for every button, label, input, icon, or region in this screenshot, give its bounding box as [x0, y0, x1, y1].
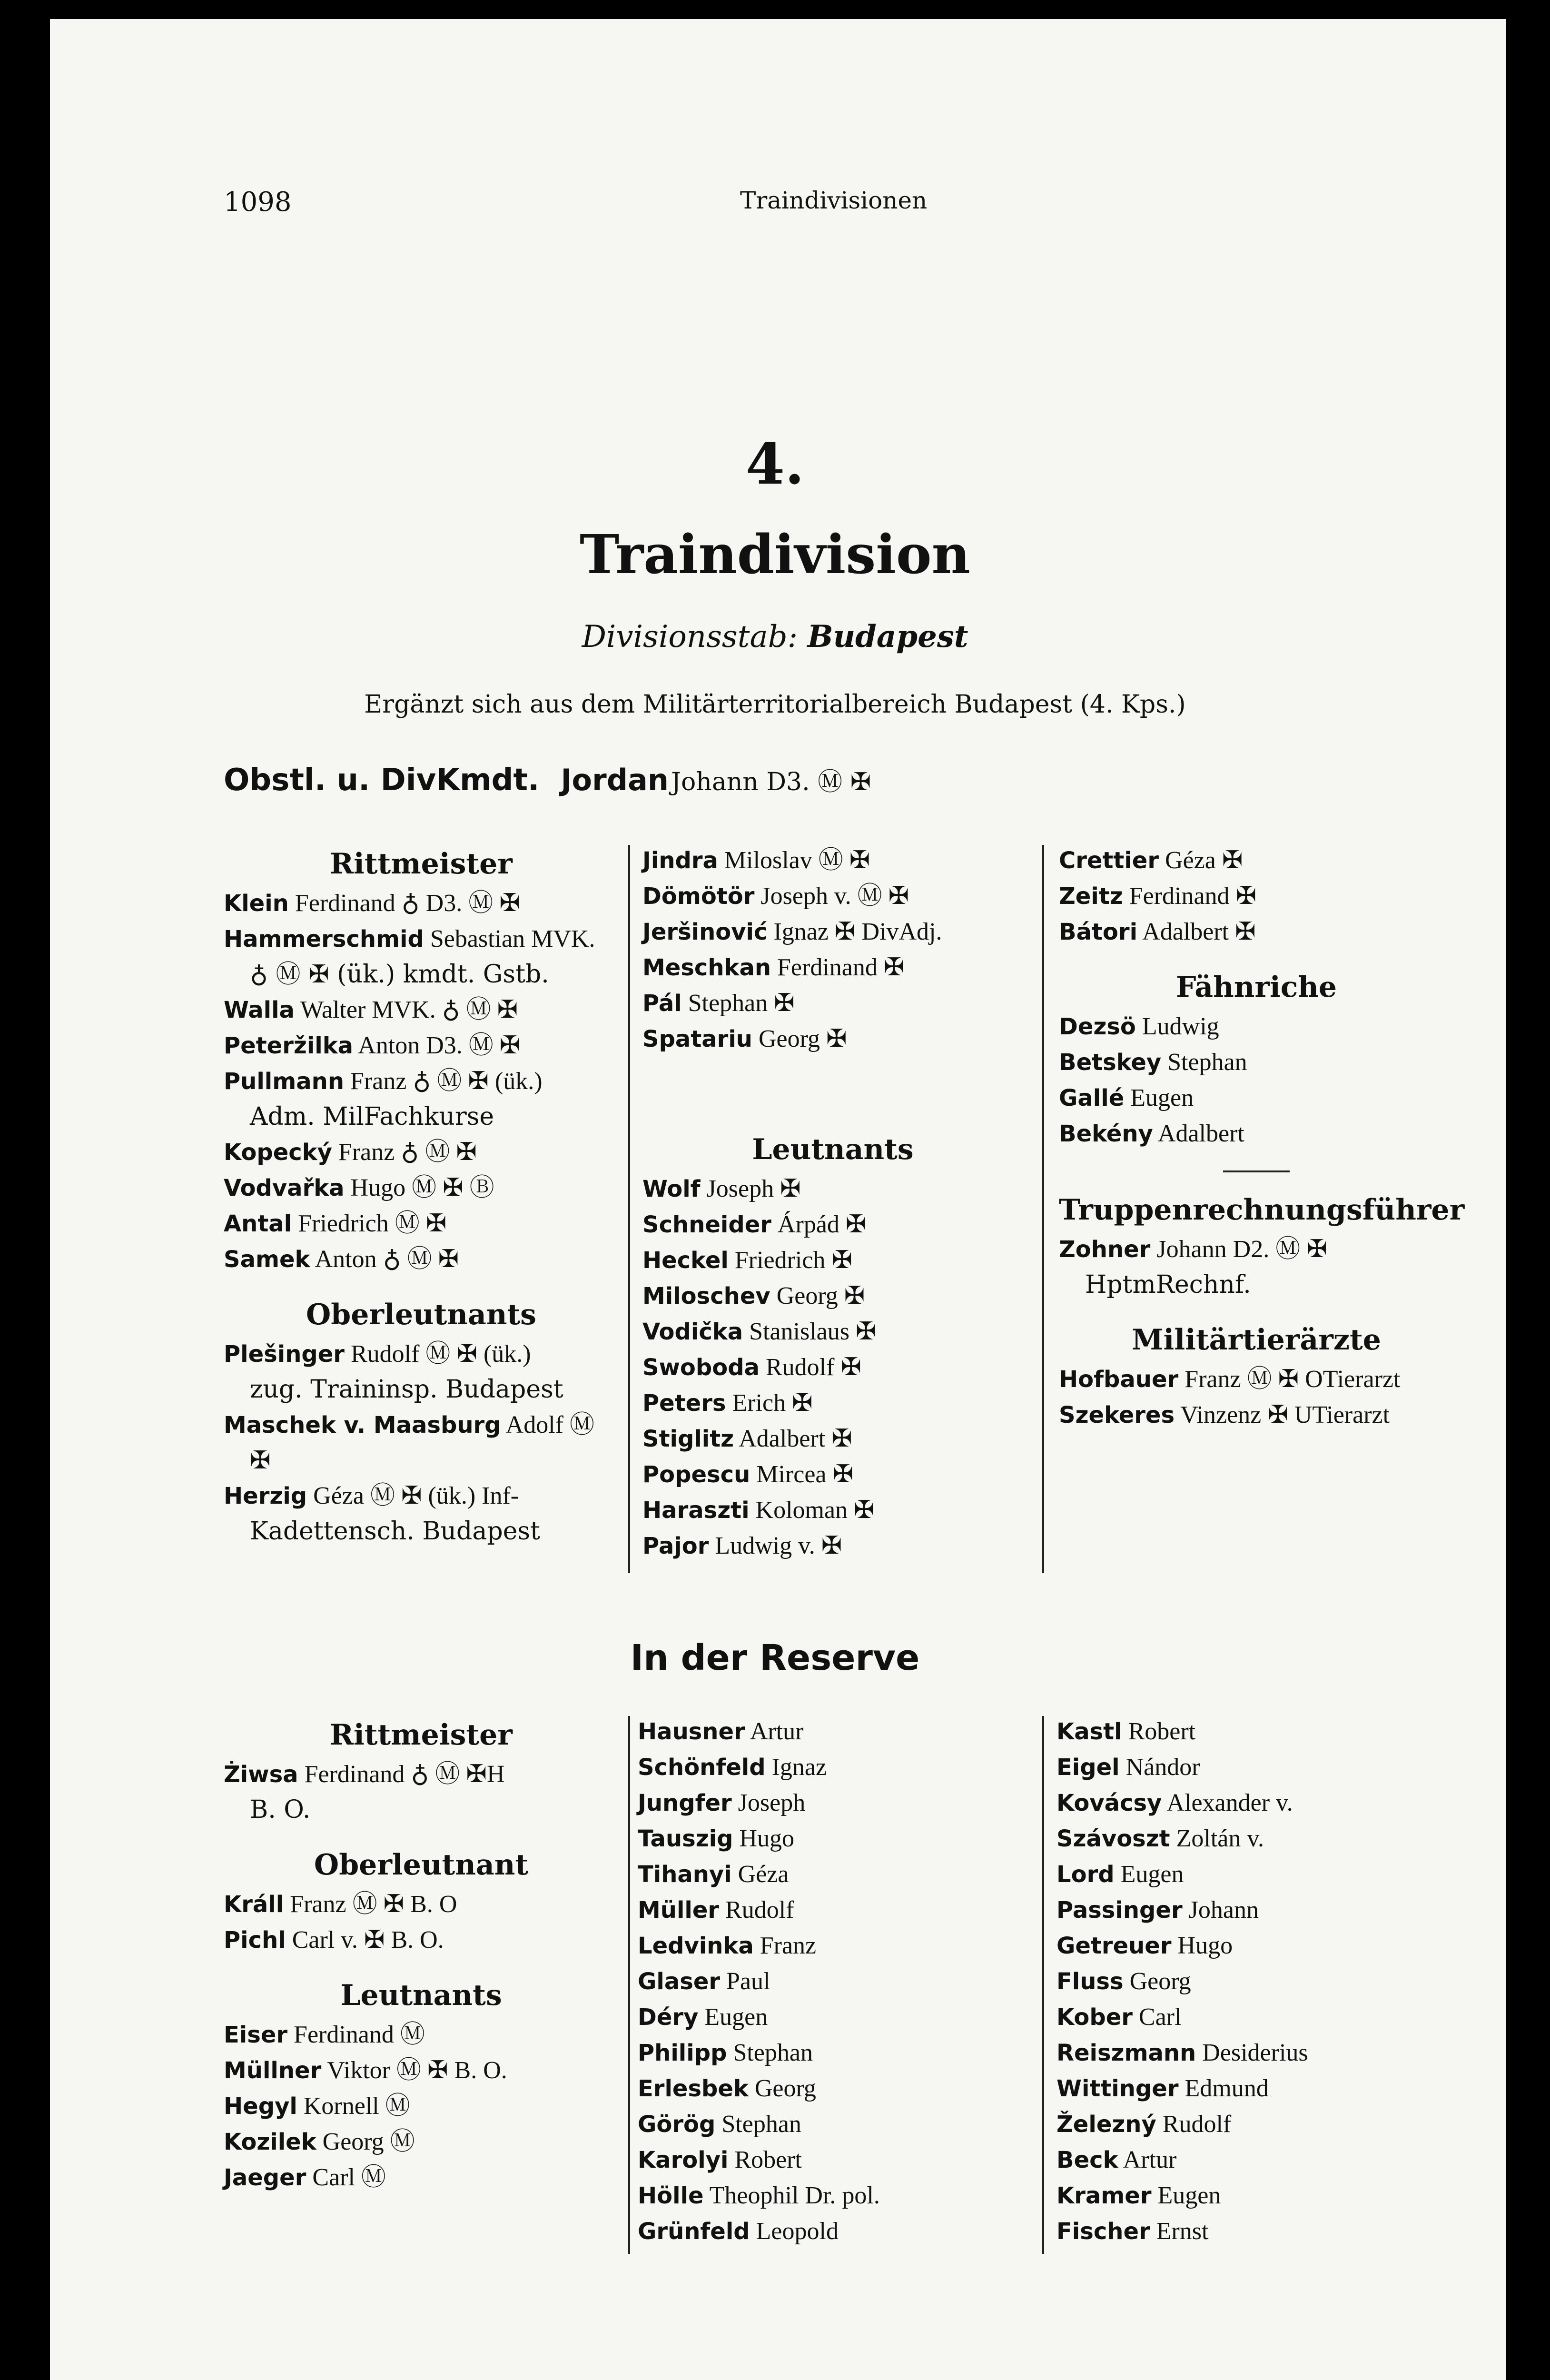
officer-entry: [224, 992, 619, 1028]
officer-details: Adalbert ✠: [1137, 918, 1256, 945]
officer-entry: [642, 950, 1023, 985]
officer-details: Robert: [728, 2146, 802, 2173]
officer-details: Franz Ⓜ ✠ B. O: [284, 1891, 457, 1918]
officer-entry: [642, 1528, 1023, 1564]
officer-details: Zoltán v.: [1170, 1825, 1264, 1852]
entry-continuation: zug. Traininsp. Budapest: [250, 1375, 563, 1404]
officer-details: Franz: [753, 1932, 817, 1959]
officer-entry: [1056, 1714, 1451, 1749]
officer-entry: [224, 1756, 619, 1792]
section-heading: Rittmeister: [330, 847, 513, 881]
officer-surname: Herzig: [224, 1483, 307, 1509]
officer-details: Eugen: [698, 2003, 768, 2031]
officer-details: Franz Ⓜ ✠ OTierarzt: [1178, 1366, 1401, 1393]
officer-entry: [1056, 1928, 1451, 1964]
officer-details: Stephan: [727, 2039, 813, 2066]
officer-surname: Popescu: [642, 1461, 750, 1488]
officer-details: Rudolf ✠: [759, 1354, 862, 1381]
officer-surname: Getreuer: [1056, 1933, 1172, 1959]
officer-entry: [1056, 2071, 1451, 2106]
officer-entry: [1056, 1964, 1451, 1999]
officer-surname: Kastl: [1056, 1718, 1122, 1745]
officer-surname: Fluss: [1056, 1968, 1124, 1995]
officer-details: Géza Ⓜ ✠ (ük.) Inf-: [307, 1482, 519, 1509]
officer-entry: [1059, 1116, 1454, 1151]
officer-details: Eugen: [1151, 2182, 1221, 2209]
officer-surname: Hölle: [638, 2182, 704, 2209]
officer-surname: Antal: [224, 1210, 292, 1237]
officer-details: Ferdinand ✠: [771, 954, 905, 981]
officer-entry: [224, 1206, 619, 1241]
section-heading: Militärtierärzte: [1132, 1323, 1381, 1357]
officer-details: Walter MVK. ♁ Ⓜ ✠: [294, 996, 518, 1023]
commander-rank: Obstl. u. DivKmdt.: [224, 763, 540, 798]
active-column-3: [1059, 843, 1465, 1433]
officer-surname: Železný: [1056, 2111, 1156, 2138]
officer-surname: Hausner: [638, 1718, 745, 1745]
officer-entry: [642, 878, 1023, 914]
officer-entry: [224, 2053, 619, 2088]
entry-continuation: ✠: [250, 1446, 271, 1475]
officer-surname: Görög: [638, 2111, 716, 2138]
officer-details: Stanislaus ✠: [743, 1318, 877, 1345]
officer-details: Ludwig: [1135, 1013, 1219, 1040]
officer-details: Árpád ✠: [771, 1211, 867, 1238]
officer-surname: Karolyi: [638, 2147, 729, 2173]
section-heading: Oberleutnant: [314, 1848, 529, 1882]
reserve-column-3: [1056, 1714, 1451, 2249]
officer-details: Friedrich Ⓜ ✠: [292, 1210, 447, 1237]
officer-entry: [642, 914, 1023, 950]
officer-surname: Schönfeld: [638, 1754, 766, 1781]
officer-details: Eugen: [1124, 1084, 1194, 1111]
officer-entry: [224, 1407, 619, 1443]
officer-details: Adalbert: [1153, 1120, 1244, 1147]
officer-surname: Passinger: [1056, 1897, 1183, 1924]
officer-entry: [1056, 2213, 1451, 2249]
officer-surname: Vodička: [642, 1319, 743, 1345]
officer-entry: [638, 1892, 1033, 1928]
officer-surname: Bátori: [1059, 919, 1138, 945]
officer-surname: Bekény: [1059, 1121, 1153, 1147]
section-heading: Leutnants: [752, 1133, 914, 1166]
commander-details: Johann D3. Ⓜ ✠: [671, 768, 871, 796]
officer-surname: Hegyl: [224, 2093, 297, 2120]
staff-location: Budapest: [807, 619, 968, 654]
active-column-1: [224, 843, 619, 1549]
officer-surname: Plešinger: [224, 1341, 345, 1368]
officer-surname: Zeitz: [1059, 883, 1123, 910]
officer-details: Joseph v. Ⓜ ✠: [754, 883, 909, 910]
officer-details: Hugo Ⓜ ✠ Ⓑ: [344, 1174, 494, 1201]
officer-entry: [638, 2142, 1033, 2178]
officer-details: Carl v. ✠ B. O.: [286, 1926, 444, 1954]
reserve-column-2: [638, 1714, 1033, 2249]
officer-surname: Dezsö: [1059, 1013, 1136, 1040]
officer-entry: [224, 1063, 619, 1099]
officer-surname: Kopecký: [224, 1139, 332, 1166]
officer-entry: [638, 2035, 1033, 2071]
officer-details: Adolf Ⓜ: [501, 1411, 594, 1438]
officer-surname: Ledvinka: [638, 1933, 754, 1959]
officer-details: Ernst: [1150, 2218, 1209, 2245]
section-heading: Oberleutnants: [306, 1298, 536, 1331]
officer-details: Georg: [1123, 1968, 1191, 1995]
officer-entry: [1059, 878, 1454, 914]
officer-details: Miloslav Ⓜ ✠: [718, 847, 870, 874]
officer-surname: Pajor: [642, 1533, 709, 1559]
officer-details: Nándor: [1119, 1754, 1200, 1781]
officer-entry: [642, 843, 1023, 878]
officer-details: Georg ✠: [752, 1025, 847, 1052]
staff-label: Divisionsstab:: [582, 619, 798, 654]
officer-surname: Déry: [638, 2004, 699, 2031]
officer-details: Artur: [745, 1718, 804, 1745]
officer-details: Ferdinand ♁ Ⓜ ✠H: [298, 1761, 505, 1788]
officer-details: Ignaz: [765, 1754, 827, 1781]
section-rule: [1223, 1170, 1290, 1172]
officer-details: Joseph: [731, 1789, 806, 1816]
officer-details: Rudolf: [1156, 2111, 1232, 2138]
officer-details: Stephan ✠: [681, 990, 795, 1017]
officer-details: Koloman ✠: [749, 1497, 875, 1524]
officer-entry: [1059, 843, 1454, 878]
officer-surname: Kramer: [1056, 2182, 1152, 2209]
officer-surname: Pál: [642, 990, 682, 1017]
officer-entry: [642, 1242, 1023, 1278]
officer-entry: [638, 2213, 1033, 2249]
officer-surname: Szávoszt: [1056, 1825, 1170, 1852]
officer-entry: [642, 1314, 1023, 1349]
officer-entry: [638, 1964, 1033, 1999]
officer-entry: [224, 1134, 619, 1170]
commander-surname: Jordan: [561, 763, 669, 797]
officer-entry: [638, 2071, 1033, 2106]
officer-surname: Wolf: [642, 1176, 701, 1202]
officer-entry: [642, 1385, 1023, 1421]
officer-surname: Pullmann: [224, 1068, 345, 1095]
officer-entry: [1059, 1361, 1454, 1397]
officer-surname: Hofbauer: [1059, 1366, 1179, 1393]
officer-details: Artur: [1118, 2146, 1177, 2173]
officer-surname: Gallé: [1059, 1085, 1125, 1111]
officer-surname: Jaeger: [224, 2164, 306, 2191]
officer-entry: [1059, 1080, 1454, 1116]
officer-entry: [224, 2124, 619, 2160]
officer-surname: Philipp: [638, 2040, 727, 2066]
officer-details: Stephan: [1161, 1049, 1247, 1076]
officer-entry: [1056, 2142, 1451, 2178]
entry-continuation: ♁ Ⓜ ✠ (ük.) kmdt. Gstb.: [250, 960, 549, 989]
officer-entry: [1059, 1397, 1454, 1433]
officer-details: Joseph ✠: [700, 1175, 801, 1202]
entry-continuation: HptmRechnf.: [1085, 1270, 1251, 1299]
officer-entry: [224, 1922, 619, 1958]
officer-details: Ferdinand Ⓜ: [287, 2021, 425, 2048]
officer-surname: Peteržilka: [224, 1032, 354, 1059]
officer-entry: [224, 1028, 619, 1063]
officer-surname: Haraszti: [642, 1497, 750, 1524]
officer-entry: [224, 1241, 619, 1277]
reserve-column-1: [224, 1714, 619, 2195]
officer-surname: Fischer: [1056, 2218, 1150, 2245]
officer-entry: [224, 1336, 619, 1372]
officer-entry: [1059, 1231, 1454, 1267]
officer-entry: [642, 1021, 1023, 1057]
officer-entry: [642, 1278, 1023, 1314]
officer-surname: Meschkan: [642, 954, 771, 981]
officer-entry: [638, 1785, 1033, 1821]
officer-entry: [1056, 1892, 1451, 1928]
officer-entry: [1056, 1785, 1451, 1821]
officer-entry: [224, 2160, 619, 2195]
officer-entry: [224, 2088, 619, 2124]
entry-continuation: B. O.: [250, 1795, 311, 1824]
officer-details: Kornell Ⓜ: [297, 2092, 410, 2120]
column-divider: [628, 1716, 630, 2254]
officer-surname: Swoboda: [642, 1354, 760, 1381]
officer-details: Erich ✠: [726, 1389, 813, 1417]
division-number: 4.: [745, 431, 805, 497]
officer-surname: Schneider: [642, 1211, 771, 1238]
officer-surname: Betskey: [1059, 1049, 1162, 1076]
officer-surname: Spatariu: [642, 1026, 752, 1052]
officer-entry: [638, 1714, 1033, 1749]
officer-surname: Zohner: [1059, 1236, 1151, 1263]
officer-details: Rudolf: [719, 1896, 794, 1924]
officer-entry: [1056, 1749, 1451, 1785]
reserve-title: In der Reserve: [630, 1637, 920, 1678]
officer-entry: [1056, 2106, 1451, 2142]
officer-entry: [638, 1856, 1033, 1892]
officer-surname: Müllner: [224, 2057, 322, 2084]
active-column-2: [642, 843, 1023, 1564]
officer-entry: [224, 921, 619, 957]
officer-entry: [1059, 1009, 1454, 1044]
officer-surname: Jindra: [642, 847, 718, 874]
officer-entry: [638, 2178, 1033, 2213]
officer-surname: Kober: [1056, 2004, 1133, 2031]
division-staff: [0, 619, 1550, 654]
officer-entry: [638, 1928, 1033, 1964]
officer-surname: Grünfeld: [638, 2218, 750, 2245]
officer-surname: Erlesbek: [638, 2075, 749, 2102]
officer-details: Leopold: [750, 2218, 839, 2245]
officer-entry: [224, 2017, 619, 2053]
officer-details: Johann: [1182, 1896, 1259, 1924]
officer-surname: Klein: [224, 890, 289, 917]
officer-entry: [638, 1821, 1033, 1856]
officer-surname: Glaser: [638, 1968, 721, 1995]
officer-entry: [224, 885, 619, 921]
officer-surname: Eigel: [1056, 1754, 1120, 1781]
officer-details: Ferdinand ✠: [1123, 883, 1257, 910]
officer-details: Friedrich ✠: [728, 1247, 853, 1274]
officer-surname: Beck: [1056, 2147, 1118, 2173]
officer-surname: Kozilek: [224, 2129, 316, 2155]
officer-surname: Kovácsy: [1056, 1790, 1162, 1816]
entry-continuation: Adm. MilFachkurse: [250, 1102, 494, 1131]
officer-surname: Reiszmann: [1056, 2040, 1196, 2066]
officer-surname: Dömötör: [642, 883, 755, 910]
page-number: 1098: [224, 187, 292, 218]
officer-surname: Wittinger: [1056, 2075, 1179, 2102]
section-heading: Truppenrechnungsführer: [1059, 1193, 1465, 1227]
officer-entry: [1056, 1999, 1451, 2035]
section-heading: Leutnants: [340, 1979, 502, 2012]
officer-details: Franz ♁ Ⓜ ✠: [332, 1139, 477, 1166]
officer-surname: Králl: [224, 1891, 284, 1918]
officer-surname: Peters: [642, 1390, 726, 1417]
officer-entry: [642, 1421, 1023, 1457]
officer-details: Hugo: [733, 1825, 794, 1852]
entry-continuation: Kadettensch. Budapest: [250, 1517, 540, 1546]
officer-surname: Lord: [1056, 1861, 1115, 1888]
officer-entry: [1056, 2035, 1451, 2071]
officer-details: Georg Ⓜ: [316, 2128, 415, 2155]
column-divider: [1042, 1716, 1044, 2254]
officer-entry: [642, 1349, 1023, 1385]
officer-surname: Jeršinović: [642, 919, 768, 945]
officer-entry: [1056, 1856, 1451, 1892]
officer-details: Anton ♁ Ⓜ ✠: [310, 1246, 459, 1273]
officer-details: Carl Ⓜ: [306, 2164, 386, 2191]
officer-details: Georg ✠: [770, 1282, 865, 1309]
officer-details: Adalbert ✠: [734, 1425, 852, 1452]
officer-details: Mircea ✠: [750, 1461, 854, 1488]
officer-surname: Maschek v. Maasburg: [224, 1412, 501, 1438]
officer-entry: [1056, 2178, 1451, 2213]
officer-entry: [638, 1999, 1033, 2035]
officer-surname: Walla: [224, 997, 295, 1023]
officer-entry: [224, 1170, 619, 1206]
officer-details: Desiderius: [1196, 2039, 1308, 2066]
officer-details: Edmund: [1178, 2075, 1269, 2102]
officer-surname: Heckel: [642, 1247, 729, 1274]
officer-entry: [224, 1886, 619, 1922]
officer-entry: [638, 1749, 1033, 1785]
section-heading: Fähnriche: [1175, 971, 1337, 1004]
commander-line: [224, 762, 871, 798]
officer-details: Robert: [1122, 1718, 1196, 1745]
officer-entry: [642, 1492, 1023, 1528]
officer-details: Johann D2. Ⓜ ✠: [1150, 1236, 1327, 1263]
officer-surname: Samek: [224, 1246, 310, 1273]
officer-surname: Miloschev: [642, 1283, 770, 1309]
officer-details: Hugo: [1171, 1932, 1233, 1959]
column-divider: [628, 845, 630, 1573]
officer-surname: Eiser: [224, 2022, 288, 2048]
officer-details: Géza ✠: [1159, 847, 1243, 874]
officer-details: Sebastian MVK.: [424, 925, 595, 952]
officer-details: Ferdinand ♁ D3. Ⓜ ✠: [288, 890, 520, 917]
officer-details: Franz ♁ Ⓜ ✠ (ük.): [344, 1068, 543, 1095]
officer-entry: [642, 1207, 1023, 1242]
officer-surname: Szekeres: [1059, 1402, 1175, 1428]
officer-entry: [1059, 914, 1454, 950]
officer-surname: Żiwsa: [224, 1761, 298, 1788]
officer-entry: [1056, 1821, 1451, 1856]
officer-details: Stephan: [715, 2111, 801, 2138]
officer-details: Georg: [748, 2075, 816, 2102]
officer-details: Géza: [731, 1861, 789, 1888]
officer-details: Ignaz ✠ DivAdj.: [767, 918, 942, 945]
officer-surname: Tauszig: [638, 1825, 733, 1852]
officer-details: Vinzenz ✠ UTierarzt: [1175, 1401, 1390, 1428]
column-divider: [1042, 845, 1044, 1573]
officer-entry: [642, 1171, 1023, 1207]
officer-details: Ludwig v. ✠: [709, 1532, 842, 1559]
officer-details: Theophil Dr. pol.: [703, 2182, 880, 2209]
officer-details: Viktor Ⓜ ✠ B. O.: [321, 2057, 507, 2084]
officer-entry: [638, 2106, 1033, 2142]
officer-details: Eugen: [1114, 1861, 1184, 1888]
officer-surname: Vodvařka: [224, 1175, 345, 1201]
officer-surname: Hammerschmid: [224, 926, 424, 952]
officer-entry: [224, 1478, 619, 1514]
officer-entry: [642, 1457, 1023, 1492]
officer-details: Anton D3. Ⓜ ✠: [353, 1032, 521, 1059]
officer-surname: Crettier: [1059, 847, 1159, 874]
officer-details: Paul: [720, 1968, 770, 1995]
officer-details: Rudolf Ⓜ ✠ (ük.): [344, 1340, 531, 1368]
officer-surname: Stiglitz: [642, 1426, 734, 1452]
section-heading: Rittmeister: [330, 1718, 513, 1752]
officer-surname: Jungfer: [638, 1790, 732, 1816]
officer-surname: Tihanyi: [638, 1861, 732, 1888]
officer-entry: [642, 985, 1023, 1021]
officer-details: Alexander v.: [1162, 1789, 1293, 1816]
officer-surname: Pichl: [224, 1927, 286, 1954]
officer-surname: Müller: [638, 1897, 720, 1924]
recruitment-note: Ergänzt sich aus dem Militärterritorialbereich Budapest (4. Kps.): [364, 690, 1186, 719]
officer-details: Carl: [1132, 2003, 1182, 2031]
officer-entry: [1059, 1044, 1454, 1080]
running-title: Traindivisionen: [740, 187, 928, 214]
division-title: Traindivision: [580, 524, 970, 586]
